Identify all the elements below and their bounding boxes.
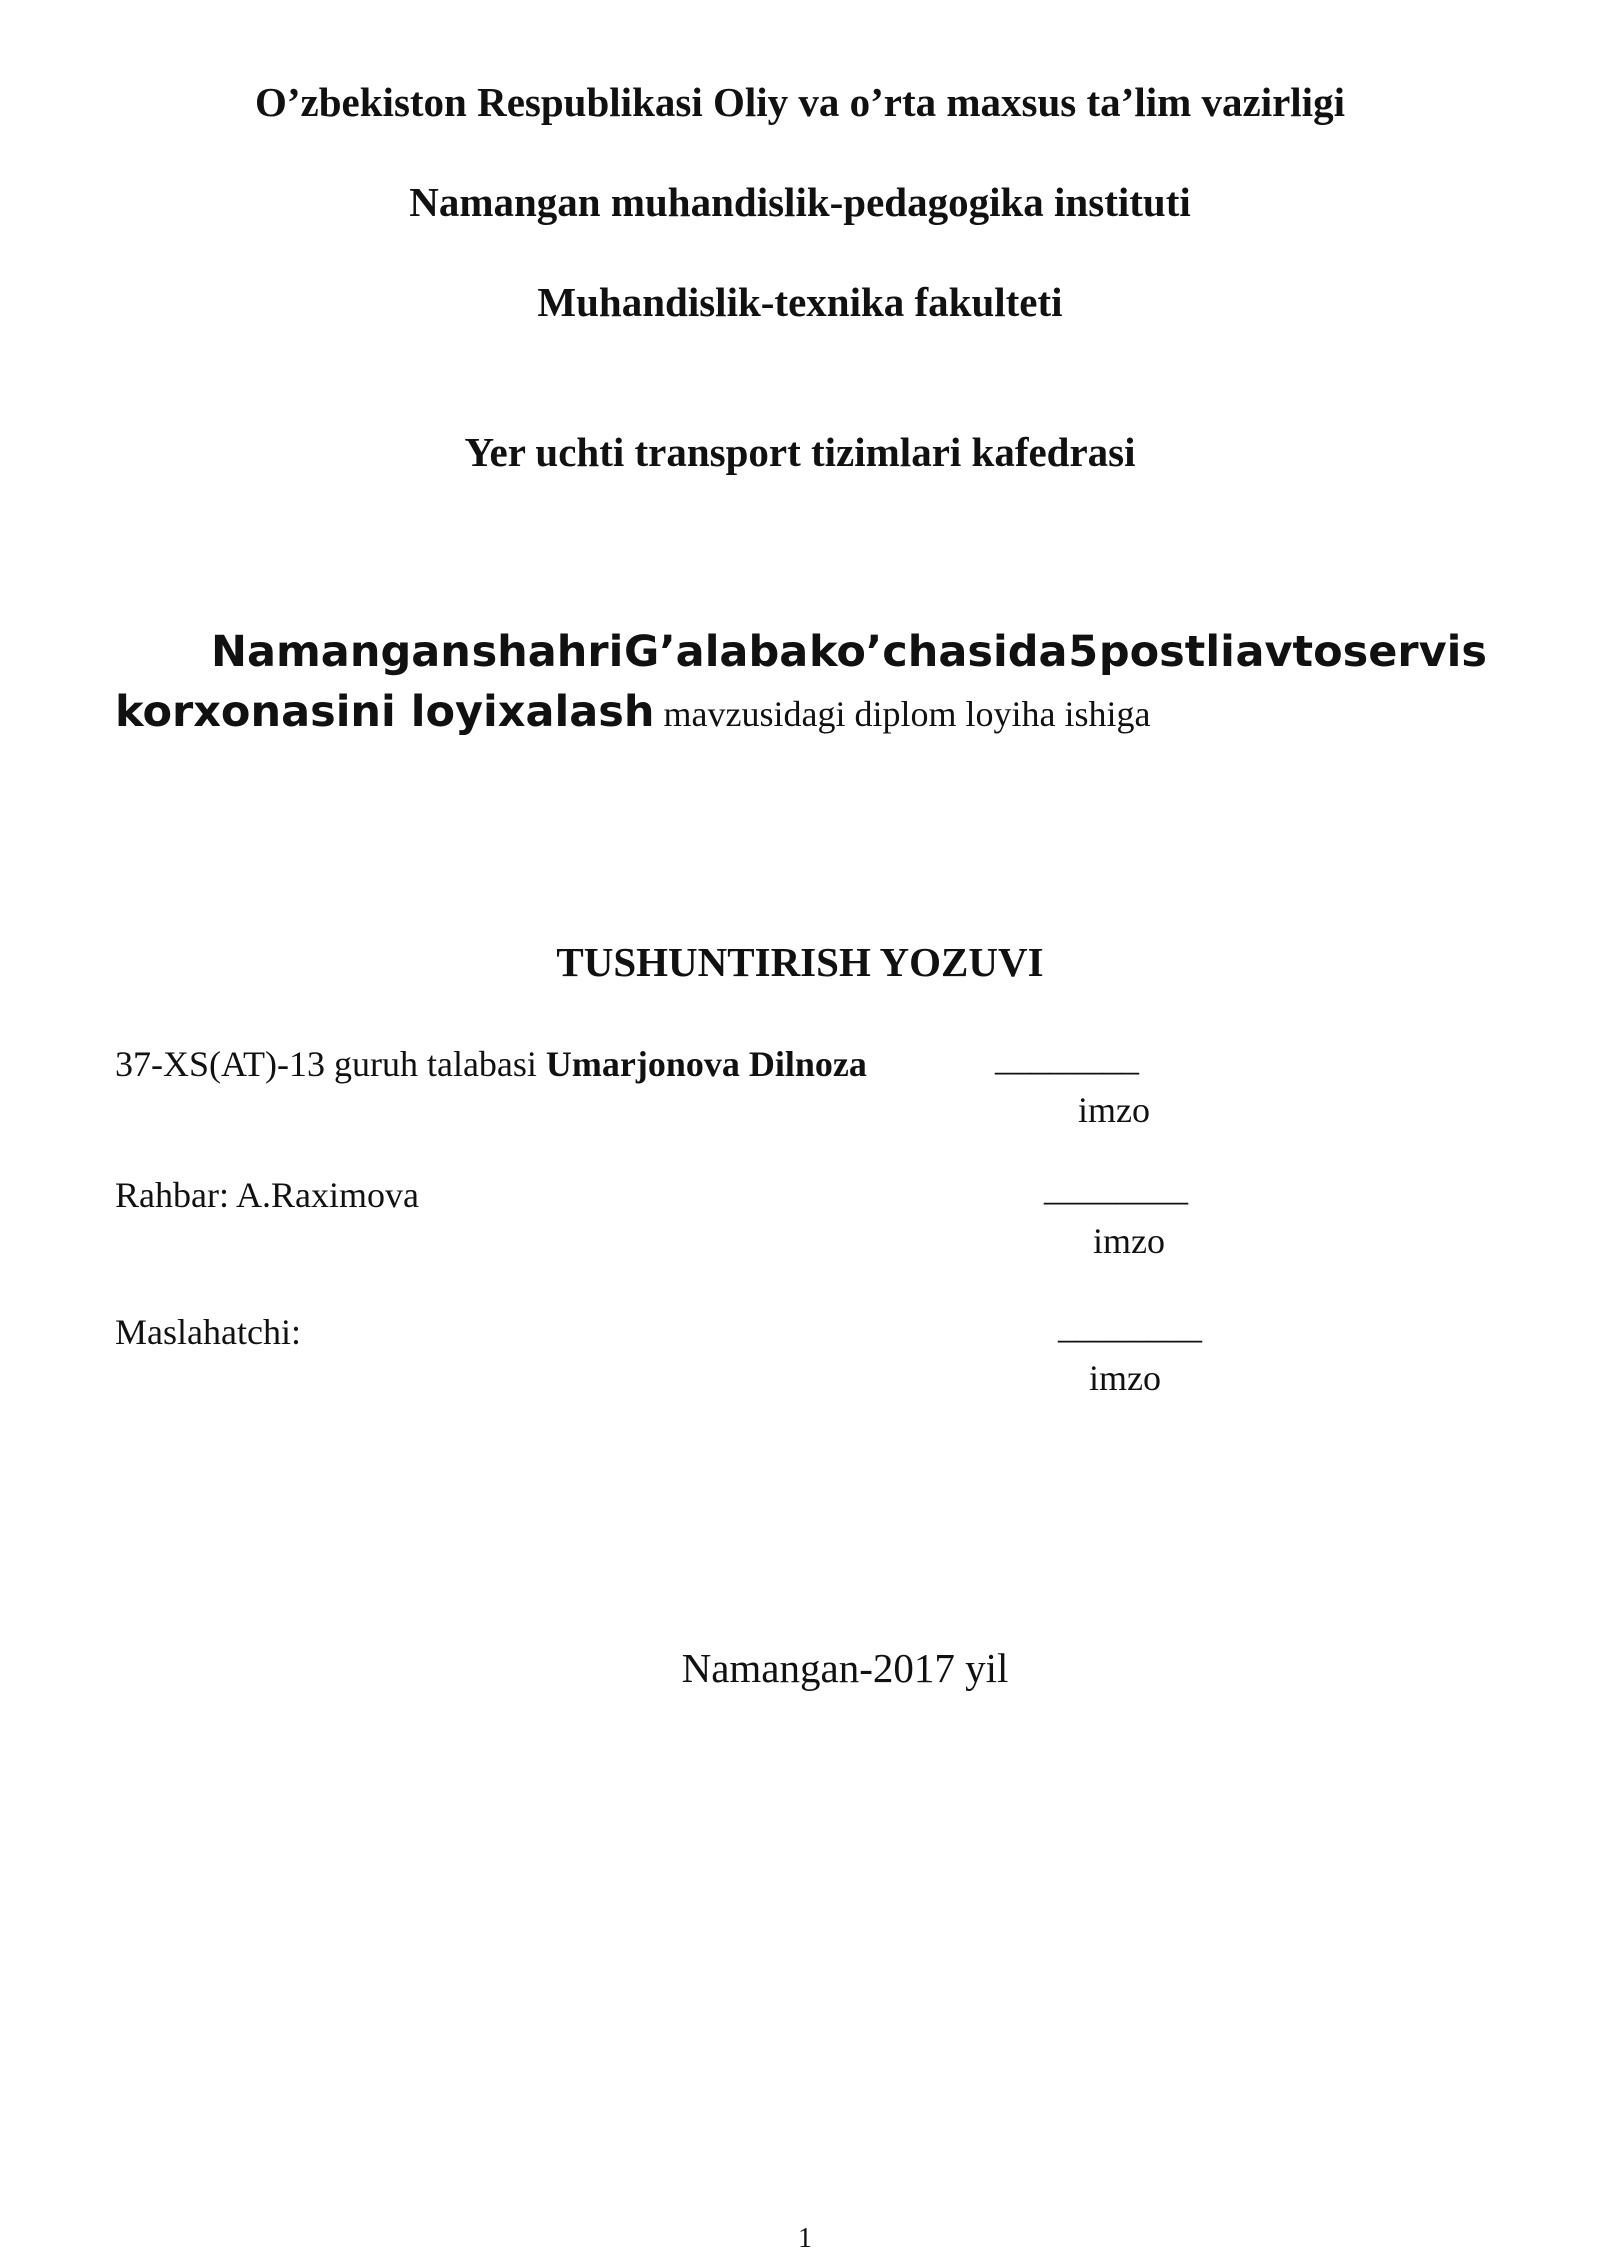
topic-word: postli: [1098, 627, 1235, 677]
supervisor-row: Rahbar: A.Raximova: [115, 1175, 419, 1215]
topic-word: avtoservis: [1235, 627, 1487, 677]
document-title: TUSHUNTIRISH YOZUVI: [556, 939, 1044, 985]
topic-word: G’alaba: [624, 627, 809, 677]
student-name: Umarjonova Dilnoza: [545, 1044, 867, 1084]
student-row: [115, 1042, 867, 1086]
topic-word: shahri: [471, 627, 624, 677]
topic-rest-text: mavzusidagi diplom loyiha ishiga: [654, 694, 1151, 734]
faculty-heading: Muhandislik-texnika fakulteti: [537, 279, 1063, 325]
topic-word: ko’chasida: [808, 627, 1068, 677]
student-prefix: 37-XS(AT)-13 guruh talabasi: [115, 1044, 546, 1084]
ministry-heading: O’zbekiston Respublikasi Oliy va o’rta maxsus ta’lim vazirligi: [255, 79, 1345, 125]
supervisor-signature-caption: imzo: [1093, 1221, 1165, 1261]
place-and-year: Namangan-2017 yil: [681, 1645, 1009, 1691]
topic-word: Namangan: [211, 627, 471, 677]
consultant-signature-caption: imzo: [1089, 1358, 1161, 1398]
department-heading: Yer uchti transport tizimlari kafedrasi: [464, 429, 1136, 475]
consultant-row: Maslahatchi:: [115, 1312, 301, 1352]
diploma-topic: [115, 622, 1487, 744]
topic-line-1: [115, 622, 1487, 682]
supervisor-signature-line: ________: [1044, 1168, 1188, 1208]
topic-word: 5: [1068, 627, 1099, 677]
institute-heading: Namangan muhandislik-pedagogika instituti: [409, 179, 1191, 225]
topic-line-2: [115, 682, 1487, 744]
consultant-signature-line: ________: [1058, 1306, 1202, 1346]
student-signature-caption: imzo: [1078, 1090, 1150, 1130]
student-signature-line: ________: [995, 1038, 1139, 1078]
topic-bold-tail: korxonasini loyixalash: [115, 687, 655, 737]
page-number: 1: [798, 2223, 812, 2254]
